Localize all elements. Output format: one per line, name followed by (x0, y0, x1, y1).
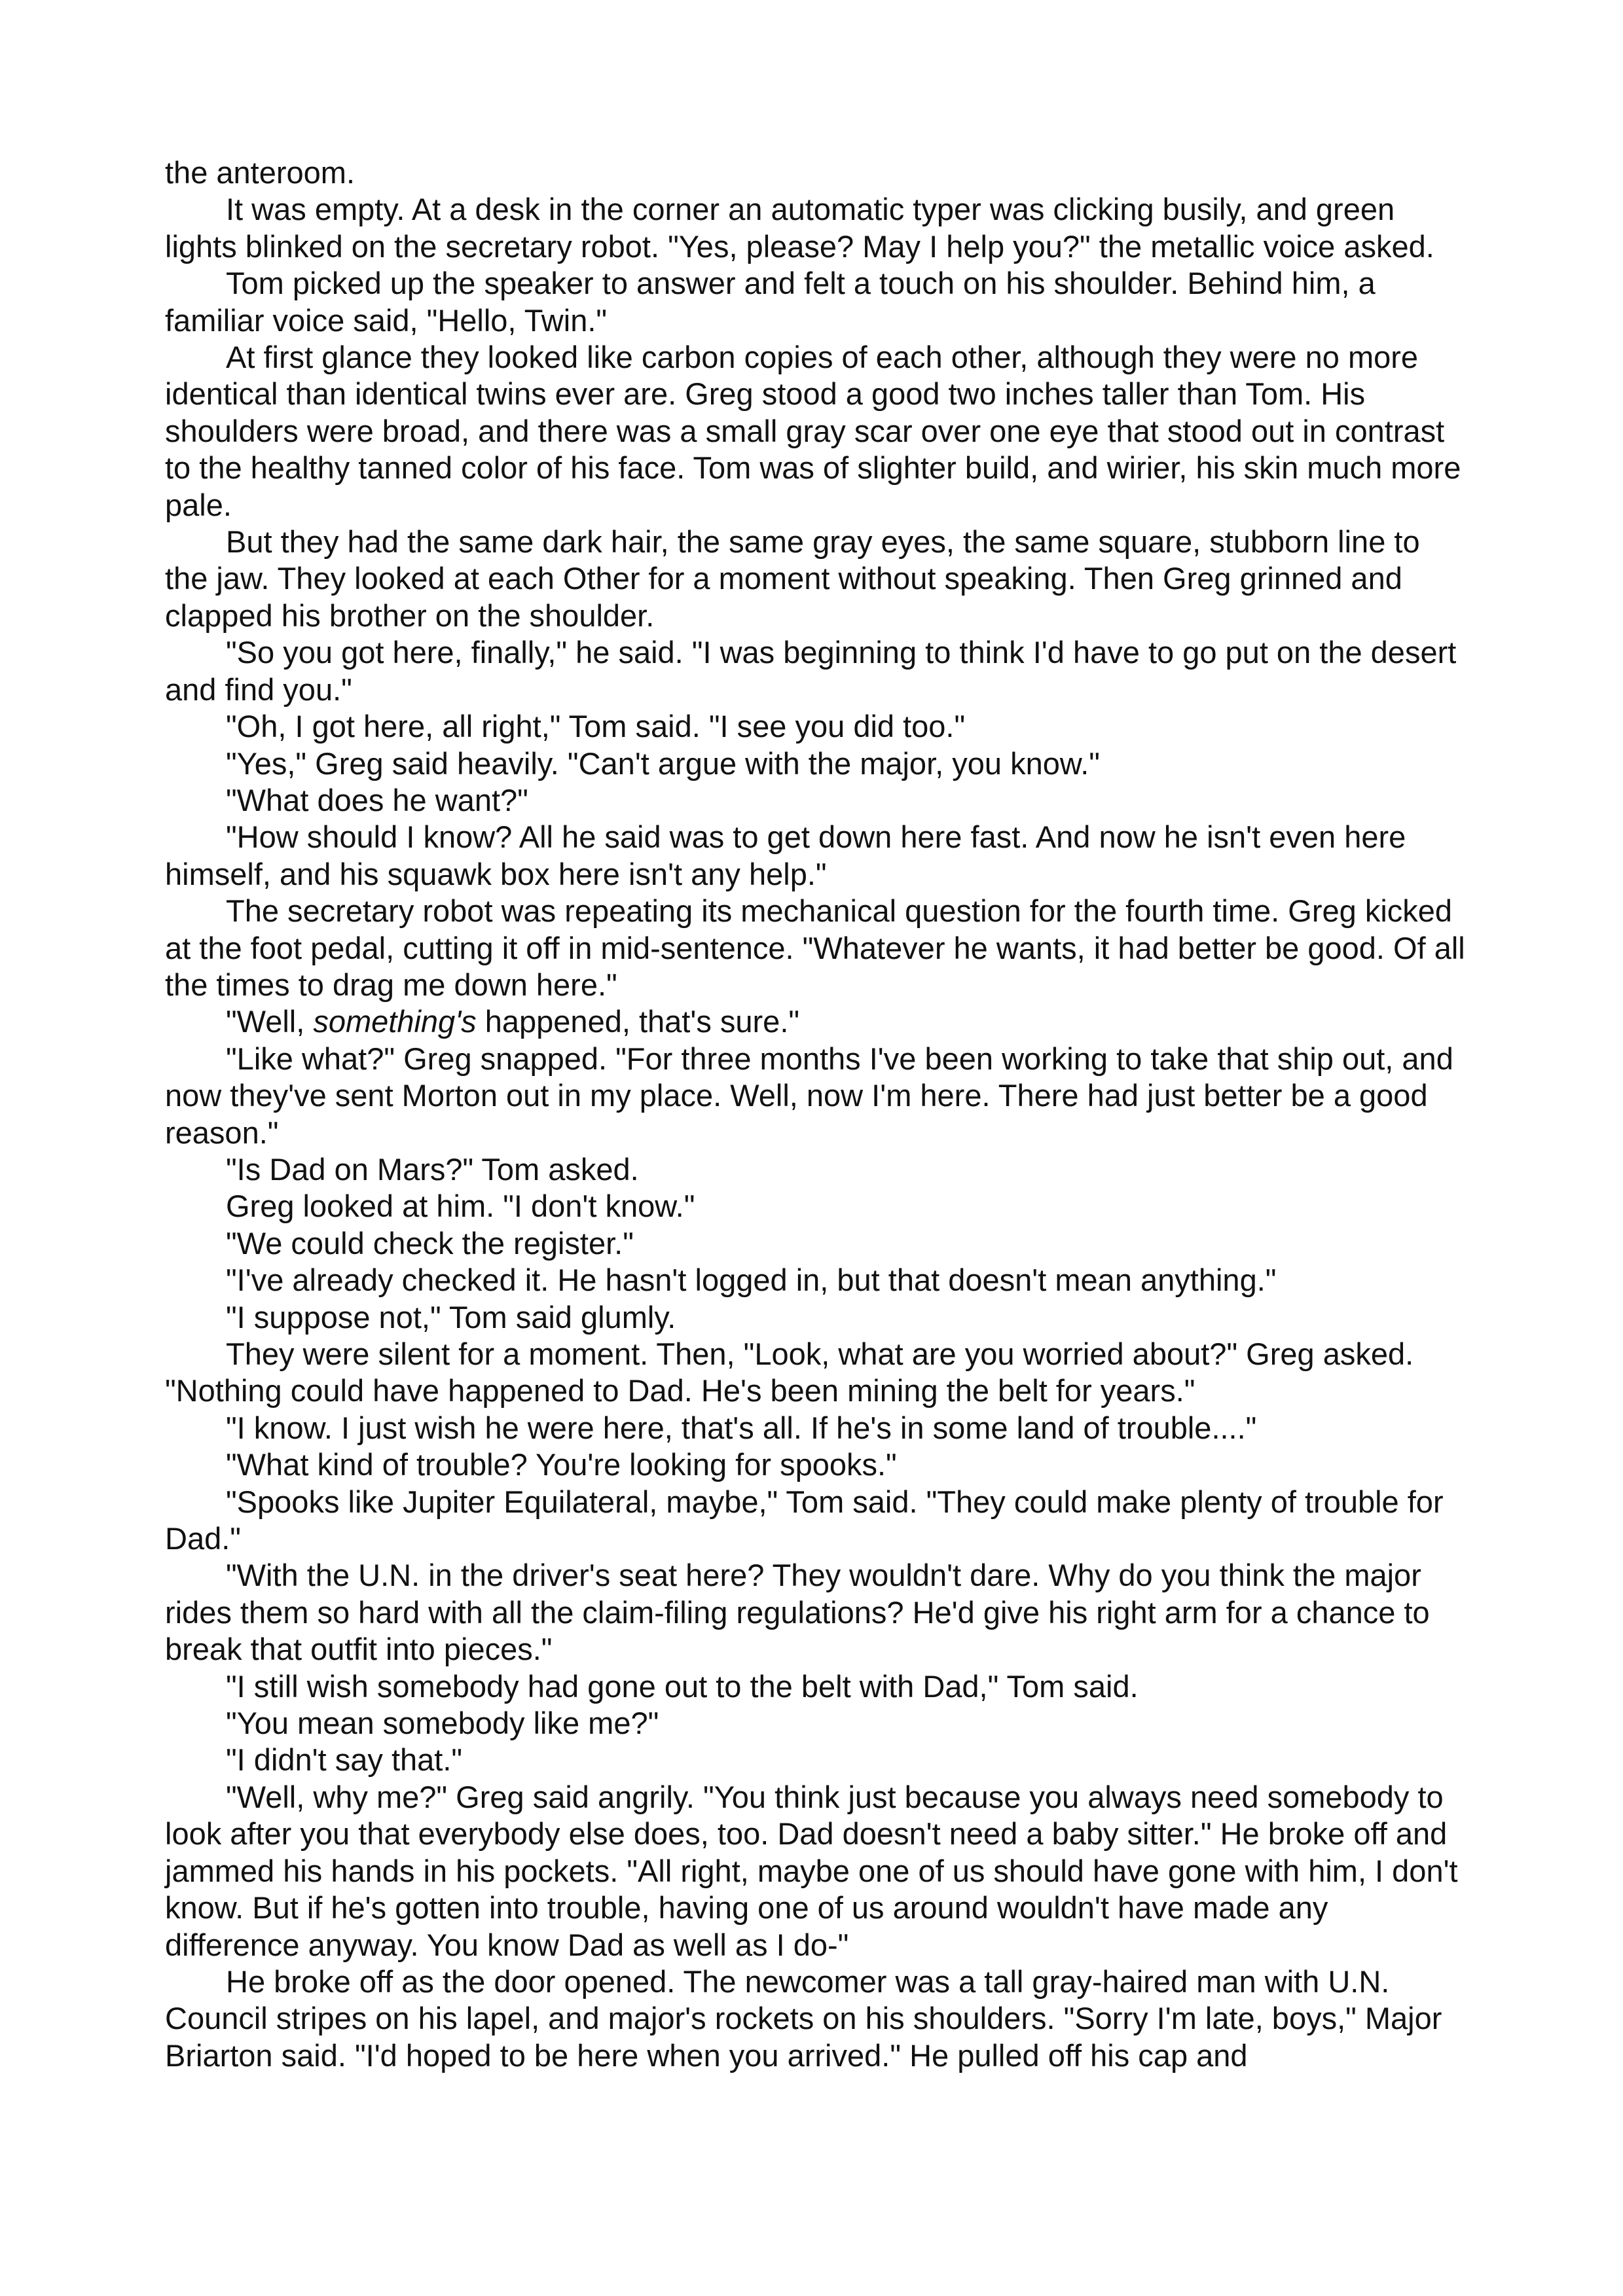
paragraph-3: Tom picked up the speaker to answer and felt a touch on his shoulder. Behind him, a familiar voice said, "Hello, Twin." (165, 266, 1376, 338)
paragraph-19: They were silent for a moment. Then, "Look, what are you worried about?" Greg asked. "Nothing could have happened to Dad. He's been mining the belt for years." (165, 1336, 1414, 1408)
paragraph-17: "I've already checked it. He hasn't logged in, but that doesn't mean anything." (226, 1263, 1277, 1298)
page-body (165, 154, 1468, 2074)
paragraph-28: He broke off as the door opened. The newcomer was a tall gray-haired man with U.N. Council stripes on his lapel, and major's rockets on his shoulders. "Sorry I'm late, boys," Major Briarton said. "I'd hoped to be here when you arrived." He pulled off his cap and (165, 1964, 1442, 2073)
paragraph-21: "What kind of trouble? You're looking for spooks." (226, 1447, 897, 1482)
paragraph-27: "Well, why me?" Greg said angrily. "You think just because you always need somebody to look after you that everybody else does, too. Dad doesn't need a baby sitter." He broke off and jammed his hands in his pockets. "All right, maybe one of us should have gone with him, I don't know. But if he's gotten into trouble, having one of us around wouldn't have made any difference anyway. You know Dad as well as I do-" (165, 1779, 1458, 1962)
paragraph-9: "What does he want?" (226, 782, 528, 817)
paragraph-15: Greg looked at him. "I don't know." (226, 1189, 695, 1224)
paragraph-8: "Yes," Greg said heavily. "Can't argue with the major, you know." (226, 745, 1100, 781)
paragraph-12-before: "Well, (226, 1004, 314, 1039)
paragraph-4: At first glance they looked like carbon copies of each other, although they were no more identical than identical twins ever are. Greg stood a good two inches taller than Tom. His shoulders were broad, and there was a small gray scar over one eye that stood out in contrast to the healthy tanned color of his face. Tom was of slighter build, and wirier, his skin much more pale. (165, 340, 1461, 522)
paragraph-6: "So you got here, finally," he said. "I was beginning to think I'd have to go put on the desert and find you." (165, 635, 1457, 707)
paragraph-12-emphasis: something's (313, 1004, 477, 1039)
paragraph-1: the anteroom. (165, 155, 356, 190)
paragraph-11: The secretary robot was repeating its mechanical question for the fourth time. Greg kicked at the foot pedal, cutting it off in mid-sentence. "Whatever he wants, it had better be good. Of all the times to drag me down here." (165, 893, 1465, 1002)
paragraph-22: "Spooks like Jupiter Equilateral, maybe," Tom said. "They could make plenty of trouble for Dad." (165, 1484, 1444, 1556)
paragraph-5: But they had the same dark hair, the same gray eyes, the same square, stubborn line to the jaw. They looked at each Other for a moment without speaking. Then Greg grinned and clapped his brother on the shoulder. (165, 524, 1420, 633)
paragraph-18: "I suppose not," Tom said glumly. (226, 1299, 676, 1335)
paragraph-12 (165, 1003, 1468, 1040)
paragraph-26: "I didn't say that." (226, 1742, 463, 1778)
paragraph-24: "I still wish somebody had gone out to the belt with Dad," Tom said. (226, 1668, 1139, 1704)
paragraph-12-after: happened, that's sure." (476, 1004, 800, 1039)
paragraph-25: "You mean somebody like me?" (226, 1706, 659, 1741)
paragraph-10: "How should I know? All he said was to get down here fast. And now he isn't even here himself, and his squawk box here isn't any help." (165, 819, 1406, 891)
paragraph-20: "I know. I just wish he were here, that's all. If he's in some land of trouble...." (226, 1410, 1257, 1445)
paragraph-2: It was empty. At a desk in the corner an automatic typer was clicking busily, and green lights blinked on the secretary robot. "Yes, please? May I help you?" the metallic voice asked. (165, 192, 1434, 264)
paragraph-13: "Like what?" Greg snapped. "For three months I've been working to take that ship out, and now they've sent Morton out in my place. Well, now I'm here. There had just better be a good reason." (165, 1041, 1453, 1150)
paragraph-23: "With the U.N. in the driver's seat here? They wouldn't dare. Why do you think the major rides them so hard with all the claim-filing regulations? He'd give his right arm for a chance to break that outfit into pieces." (165, 1558, 1430, 1667)
paragraph-14: "Is Dad on Mars?" Tom asked. (226, 1151, 639, 1187)
paragraph-16: "We could check the register." (226, 1225, 634, 1261)
paragraph-7: "Oh, I got here, all right," Tom said. "I see you did too." (226, 709, 966, 744)
